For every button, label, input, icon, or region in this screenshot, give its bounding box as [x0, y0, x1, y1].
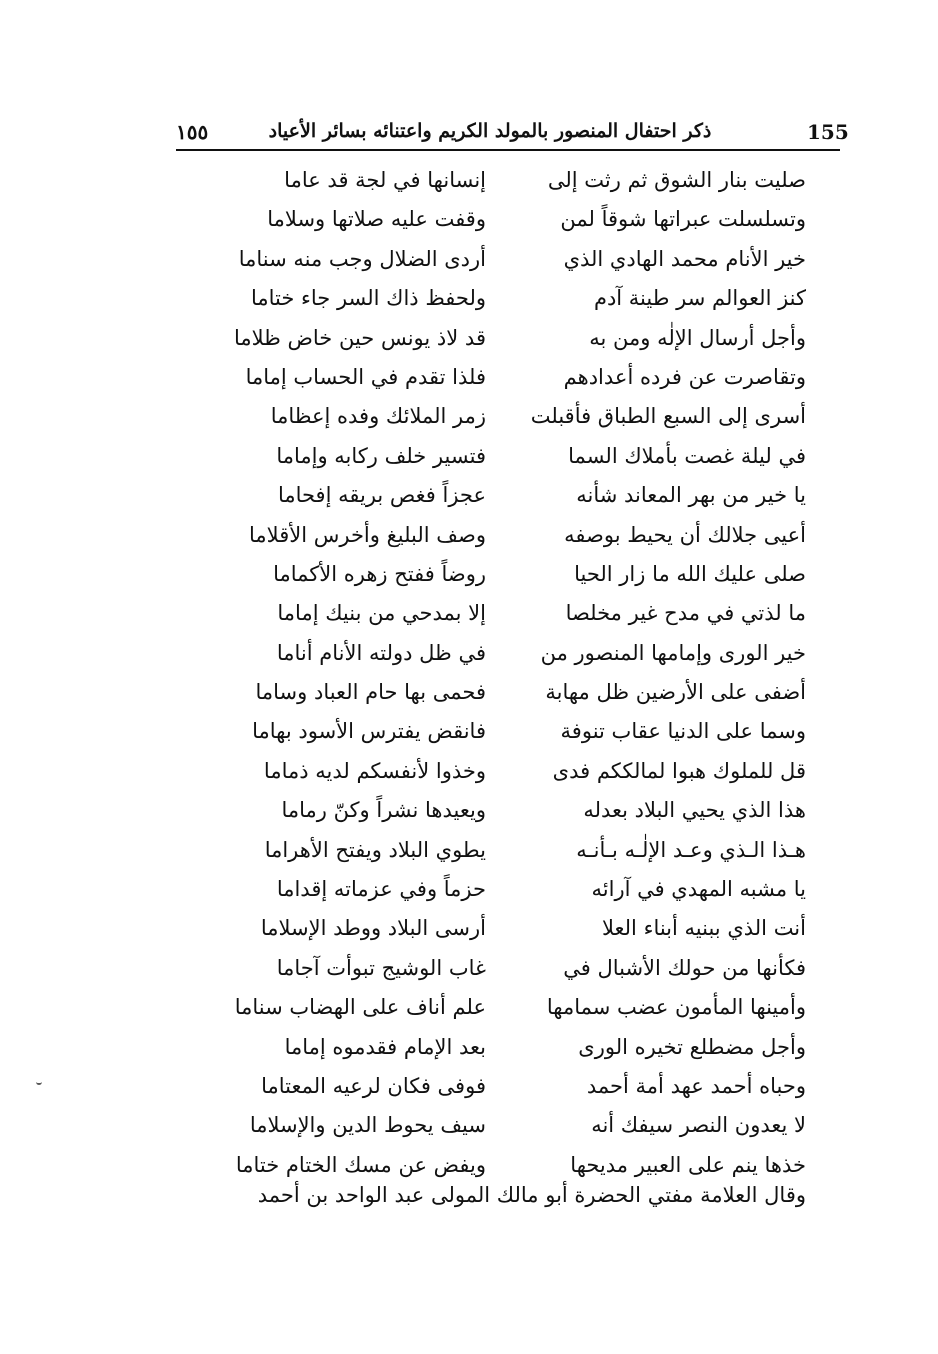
verse-second-hemistich: بعد الإمام فقدموه إماما: [284, 1034, 486, 1059]
verse-first-hemistich: وتقاصرت عن فرده أعدادهم: [563, 364, 806, 389]
verse-second-hemistich: في ظل دولته الأنام أناما: [276, 640, 486, 665]
verse: [176, 517, 806, 556]
header-divider: [176, 149, 840, 151]
verse-first-hemistich: وأمينها المأمون عضب سمامها: [546, 995, 806, 1020]
verse-first-hemistich: أضفى على الأرضين ظل مهابة: [545, 680, 806, 705]
verse-second-hemistich: إلا بمدحي من بنيك إماما: [277, 601, 486, 626]
verse-second-hemistich: عجزاً فغص بريقه إفحاما: [277, 483, 486, 508]
verse-first-hemistich: ما لذتي في مدح غير مخلصا: [565, 601, 806, 626]
verse: [176, 556, 806, 595]
verse: [176, 832, 806, 871]
verse-second-hemistich: يطوي البلاد ويفتح الأهراما: [264, 837, 486, 862]
verse: [176, 674, 806, 713]
verse-second-hemistich: علم أناف على الهضاب سناما: [234, 995, 486, 1020]
verse-second-hemistich: ويعيدها نشراً وكنّ رماما: [281, 798, 486, 823]
margin-mark: [36, 1080, 42, 1085]
verse: [176, 1029, 806, 1068]
verse: [176, 359, 806, 398]
verse-first-hemistich: أعيى جلالك أن يحيط بوصفه: [564, 522, 806, 547]
verse: [176, 477, 806, 516]
verse: [176, 280, 806, 319]
verse-second-hemistich: وقفت عليه صلاتها وسلاما: [267, 207, 486, 232]
verse-first-hemistich: وحباه أحمد عهد أمة أحمد: [586, 1073, 806, 1098]
verse: [176, 950, 806, 989]
verse-second-hemistich: فانقض يفترس الأسود بهاما: [252, 719, 486, 744]
verse: [176, 1068, 806, 1107]
verse-second-hemistich: إنسانها في لجة قد عاما: [284, 168, 486, 192]
verse-second-hemistich: فلذا تقدم في الحساب إماما: [245, 364, 486, 389]
verse-second-hemistich: سيف يحوط الدين والإسلاما: [249, 1113, 486, 1138]
verse: [176, 713, 806, 752]
verse: [176, 320, 806, 359]
verse: [176, 871, 806, 910]
verse: [176, 162, 806, 201]
page-number-latin: 155: [807, 120, 849, 144]
verse: [176, 989, 806, 1028]
poem: [176, 162, 806, 1186]
verse-first-hemistich: خير الأنام محمد الهادي الذي: [563, 246, 806, 271]
verse-first-hemistich: خذها ينم على العبير مديحها: [570, 1152, 806, 1177]
verse-second-hemistich: وخذوا لأنفسكم لديه ذماما: [263, 758, 486, 783]
verse-second-hemistich: قد لاذ يونس حين خاض ظلاما: [233, 325, 486, 350]
running-title: ذكر احتفال المنصور بالمولد الكريم واعتنائه بسائر الأعياد: [268, 120, 712, 142]
verse-first-hemistich: هـذا الـذي وعـد الإلٰـه بـأنـه: [576, 837, 806, 862]
verse-second-hemistich: فوفى فكان لرعيه المعتاما: [261, 1073, 486, 1098]
verse: [176, 438, 806, 477]
verse-first-hemistich: أسرى إلى السبع الطباق فأقبلت: [530, 404, 806, 429]
verse: [176, 635, 806, 674]
verse-second-hemistich: روضاً ففتح زهره الأكماما: [273, 561, 486, 586]
verse-second-hemistich: زمر الملائك وفده إعظاما: [270, 404, 486, 429]
verse-first-hemistich: يا مشبه المهدي في آرائه: [591, 877, 806, 902]
verse-first-hemistich: صليت بنار الشوق ثم رثت إلى: [547, 168, 806, 192]
verse-first-hemistich: خير الورى وإمامها المنصور من: [540, 640, 806, 665]
verse: [176, 201, 806, 240]
verse-second-hemistich: ولحفظ ذاك السر جاء ختاما: [250, 286, 486, 311]
verse-first-hemistich: قل للملوك هبوا لمالككم فدى: [552, 758, 806, 783]
verse-first-hemistich: وأجل مضطلع تخيره الورى: [578, 1034, 806, 1059]
page-number-arabic: ١٥٥: [176, 120, 209, 144]
verse-second-hemistich: فتسير خلف ركابه وإماما: [276, 443, 486, 468]
verse-first-hemistich: وأجل أرسال الإلٰه ومن به: [589, 325, 806, 350]
verse-first-hemistich: وتسلسلت عبراتها شوقاً لمن: [560, 207, 806, 232]
verse-first-hemistich: فكأنها من حولك الأشبال في: [563, 955, 806, 980]
verse-second-hemistich: أردى الضلال وجب منه سناما: [238, 246, 486, 271]
verse: [176, 753, 806, 792]
verse-first-hemistich: أنت الذي ببنيه أبناء العلا: [602, 916, 806, 941]
verse-first-hemistich: وسما على الدنيا عقاب تنوفة: [560, 719, 806, 744]
verse: [176, 398, 806, 437]
verse-second-hemistich: حزماً وفي عزماته إقداما: [276, 877, 486, 902]
closing-line: وقال العلامة مفتي الحضرة أبو مالك المولى عبد الواحد بن أحمد: [257, 1183, 806, 1207]
verse-second-hemistich: ويفض عن مسك الختام ختاما: [235, 1152, 486, 1177]
verse-first-hemistich: لا يعدون النصر سيفك أنه: [591, 1113, 806, 1138]
verse-first-hemistich: هذا الذي يحيي البلاد بعدله: [583, 798, 806, 823]
verse-second-hemistich: فحمى بها حام العباد وساما: [255, 680, 486, 705]
verse: [176, 910, 806, 949]
verse-second-hemistich: أرسى البلاد ووطد الإسلاما: [260, 916, 486, 941]
verse: [176, 595, 806, 634]
verse: [176, 792, 806, 831]
verse-second-hemistich: وصف البليغ وأخرس الأقلاما: [249, 522, 486, 547]
verse-second-hemistich: غاب الوشيج تبوأت آجاما: [276, 955, 486, 980]
verse: [176, 1107, 806, 1146]
verse: [176, 241, 806, 280]
verse-first-hemistich: في ليلة غصت بأملاك السما: [568, 443, 806, 468]
verse-first-hemistich: صلى عليك الله ما زار الحيا: [574, 561, 806, 586]
verse-first-hemistich: كنز العوالم سر طينة آدم: [593, 286, 806, 311]
verse-first-hemistich: يا خير من بهر المعاند شأنه: [576, 483, 806, 508]
